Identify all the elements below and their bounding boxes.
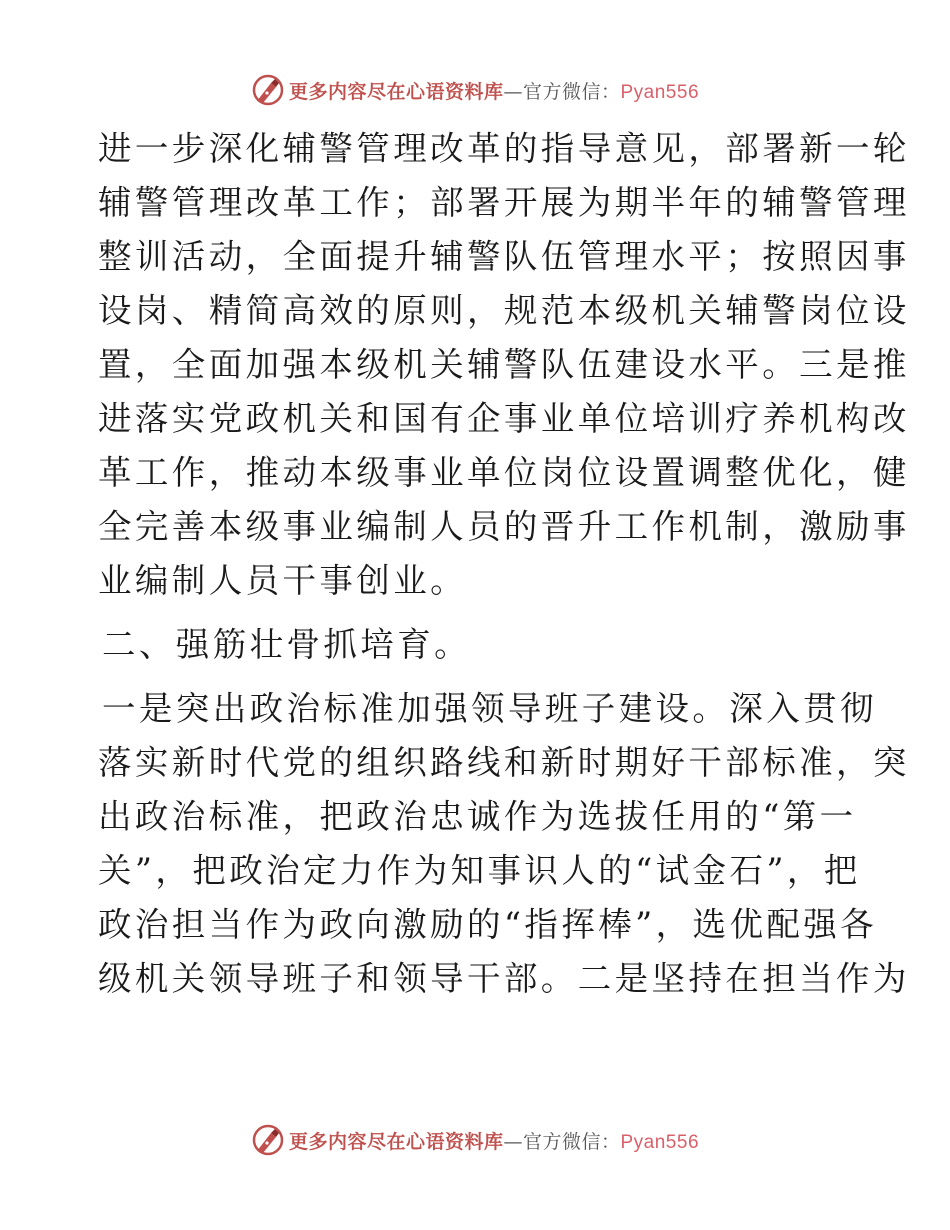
watermark-text-main: 更多内容尽在心语资料库 bbox=[288, 80, 504, 103]
text-line: 级机关领导班子和领导干部。二是坚持在担当作为 bbox=[98, 959, 910, 998]
watermark-text bbox=[289, 77, 699, 104]
watermark-text-id: Pyan556 bbox=[620, 81, 700, 103]
watermark-text-official: —官方微信： bbox=[503, 1130, 621, 1153]
text-line: 落实新时代党的组织路线和新时期好干部标准，突 bbox=[98, 743, 910, 782]
watermark-banner-bottom bbox=[0, 1120, 950, 1160]
text-line: 全完善本级事业编制人员的晋升工作机制，激励事 bbox=[98, 507, 910, 546]
watermark-text-id: Pyan556 bbox=[620, 1131, 700, 1153]
watermark-text-main: 更多内容尽在心语资料库 bbox=[288, 1130, 504, 1153]
text-line: 政治担当作为政向激励的“指挥棒”，选优配强各 bbox=[98, 905, 878, 944]
paragraph-1 bbox=[98, 122, 910, 608]
heading-line: 二、强筋壮骨抓培育。 bbox=[102, 625, 471, 664]
text-line: 进一步深化辅警管理改革的指导意见，部署新一轮 bbox=[98, 129, 910, 168]
text-line: 辅警管理改革工作；部署开展为期半年的辅警管理 bbox=[98, 183, 910, 222]
document-body bbox=[98, 122, 910, 1006]
text-line: 出政治标准，把政治忠诚作为选拔任用的“第一 bbox=[98, 797, 857, 836]
text-line: 设岗、精简高效的原则，规范本级机关辅警岗位设 bbox=[98, 291, 910, 330]
section-heading bbox=[98, 618, 858, 672]
text-line: 业编制人员干事创业。 bbox=[98, 561, 467, 600]
text-line: 进落实党政机关和国有企事业单位培训疗养机构改 bbox=[98, 399, 910, 438]
watermark-text-official: —官方微信： bbox=[503, 80, 621, 103]
text-line: 革工作，推动本级事业单位岗位设置调整优化，健 bbox=[98, 453, 910, 492]
watermark-text bbox=[289, 1127, 699, 1154]
pen-nib-logo-icon bbox=[251, 1123, 285, 1157]
watermark-banner-top bbox=[0, 70, 950, 110]
text-line: 整训活动，全面提升辅警队伍管理水平；按照因事 bbox=[98, 237, 910, 276]
text-line: 关”，把政治定力作为知事识人的“试金石”，把 bbox=[98, 851, 861, 890]
pen-nib-logo-icon bbox=[251, 73, 285, 107]
text-line: 置，全面加强本级机关辅警队伍建设水平。三是推 bbox=[98, 345, 910, 384]
text-line: 一是突出政治标准加强领导班子建设。深入贯彻 bbox=[102, 689, 877, 728]
paragraph-2 bbox=[98, 682, 910, 1006]
